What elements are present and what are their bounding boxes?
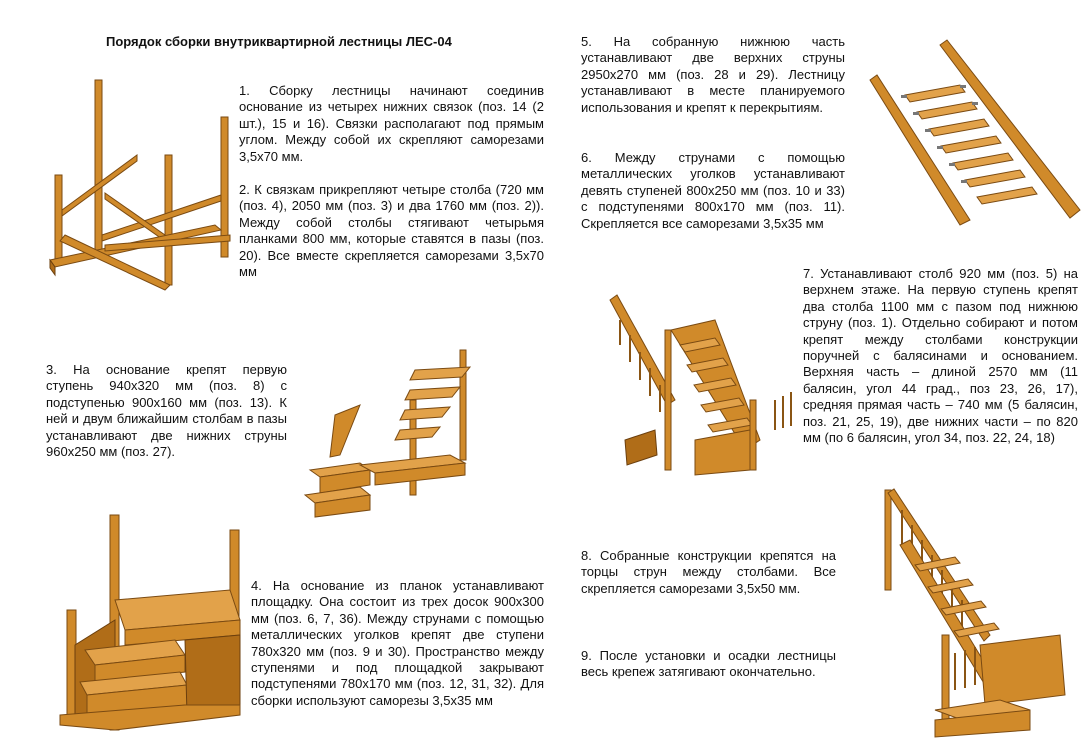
step-8-9-illustration [880,485,1070,740]
step-6-text: 6. Между струнами с помощью металлических уголков устанавливают девять ступеней 800х250 мм (поз. 10 и 33) с подступенями 800х170 мм (поз. 11). Скрепляется все саморезами 3,5х35 мм [581,150,845,231]
step-2-text: 2. К связкам прикрепляют четыре столба (720 мм (поз. 4), 2050 мм (поз. 3) и два 1760 мм (поз. 2)). Между собой столбы стягивают четырьмя планками 800 мм, которые ставятся в пазы (поз. 20). Все вместе скрепляется саморезами 3,5х70 мм [239,182,544,280]
step-1-text: 1. Сборку лестницы начинают соединив основание из четырех нижних связок (поз. 14 (2 шт.), 15 и 16). Связки располагают под прямым углом. Между собой их скрепляют саморезами 3,5х70 мм. [239,83,544,164]
step-3-illustration [300,345,485,525]
step-4-text: 4. На основание из планок устанавливают площадку. Она состоит из трех досок 900х300 мм (поз. 6, 7, 36). Между струнами с помощью металлических уголков крепят две ступени 780х320 мм (поз. 9 и 30). Пространство между ступенями и под площадкой закрывают подступенями 780х170 мм (поз. 12, 31, 32). Для сборки используют саморезы 3,5х35 мм [251,578,544,708]
step-4-illustration [55,510,250,740]
step-7-text: 7. Устанавливают столб 920 мм (поз. 5) на верхнем этаже. На первую ступень крепят два столба 1100 мм с пазом под нижнюю струну (поз. 1). Отдельно собирают и потом крепят между столбами конструкции поручней с балясинами и основанием. Верхняя часть – длиной 2570 мм (11 балясин, угол 44 град., поз 23, 26, 17), средняя прямая часть – 740 мм (5 балясин, поз. 21, 25, 19), две нижних части – по 820 мм (по 6 балясин, угол 34, поз. 22, 24, 18) [803,266,1078,446]
document-title: Порядок сборки внутриквартирной лестницы ЛЕС-04 [106,34,452,49]
step-3-text: 3. На основание крепят первую ступень 940х320 мм (поз. 8) с подступенью 900х160 мм (поз. 13). К ней и двум ближайшим столбам в пазы устанавливают две нижних струны 960х250 мм (поз. 27). [46,362,287,460]
step-5-text: 5. На собранную нижнюю часть устанавливают две верхних струны 2950х270 мм (поз. 28 и 29). Лестницу устанавливают в месте планируемого использования и крепят к перекрытиям. [581,34,845,115]
step-7-illustration [605,290,800,475]
step-8-text: 8. Собранные конструкции крепятся на торцы струн между столбами. Все скрепляется саморезами 3,5х50 мм. [581,548,836,596]
step-9-text: 9. После установки и осадки лестницы весь крепеж затягивают окончательно. [581,648,836,680]
step-5-6-illustration [865,40,1085,230]
step-1-2-illustration [45,75,235,295]
